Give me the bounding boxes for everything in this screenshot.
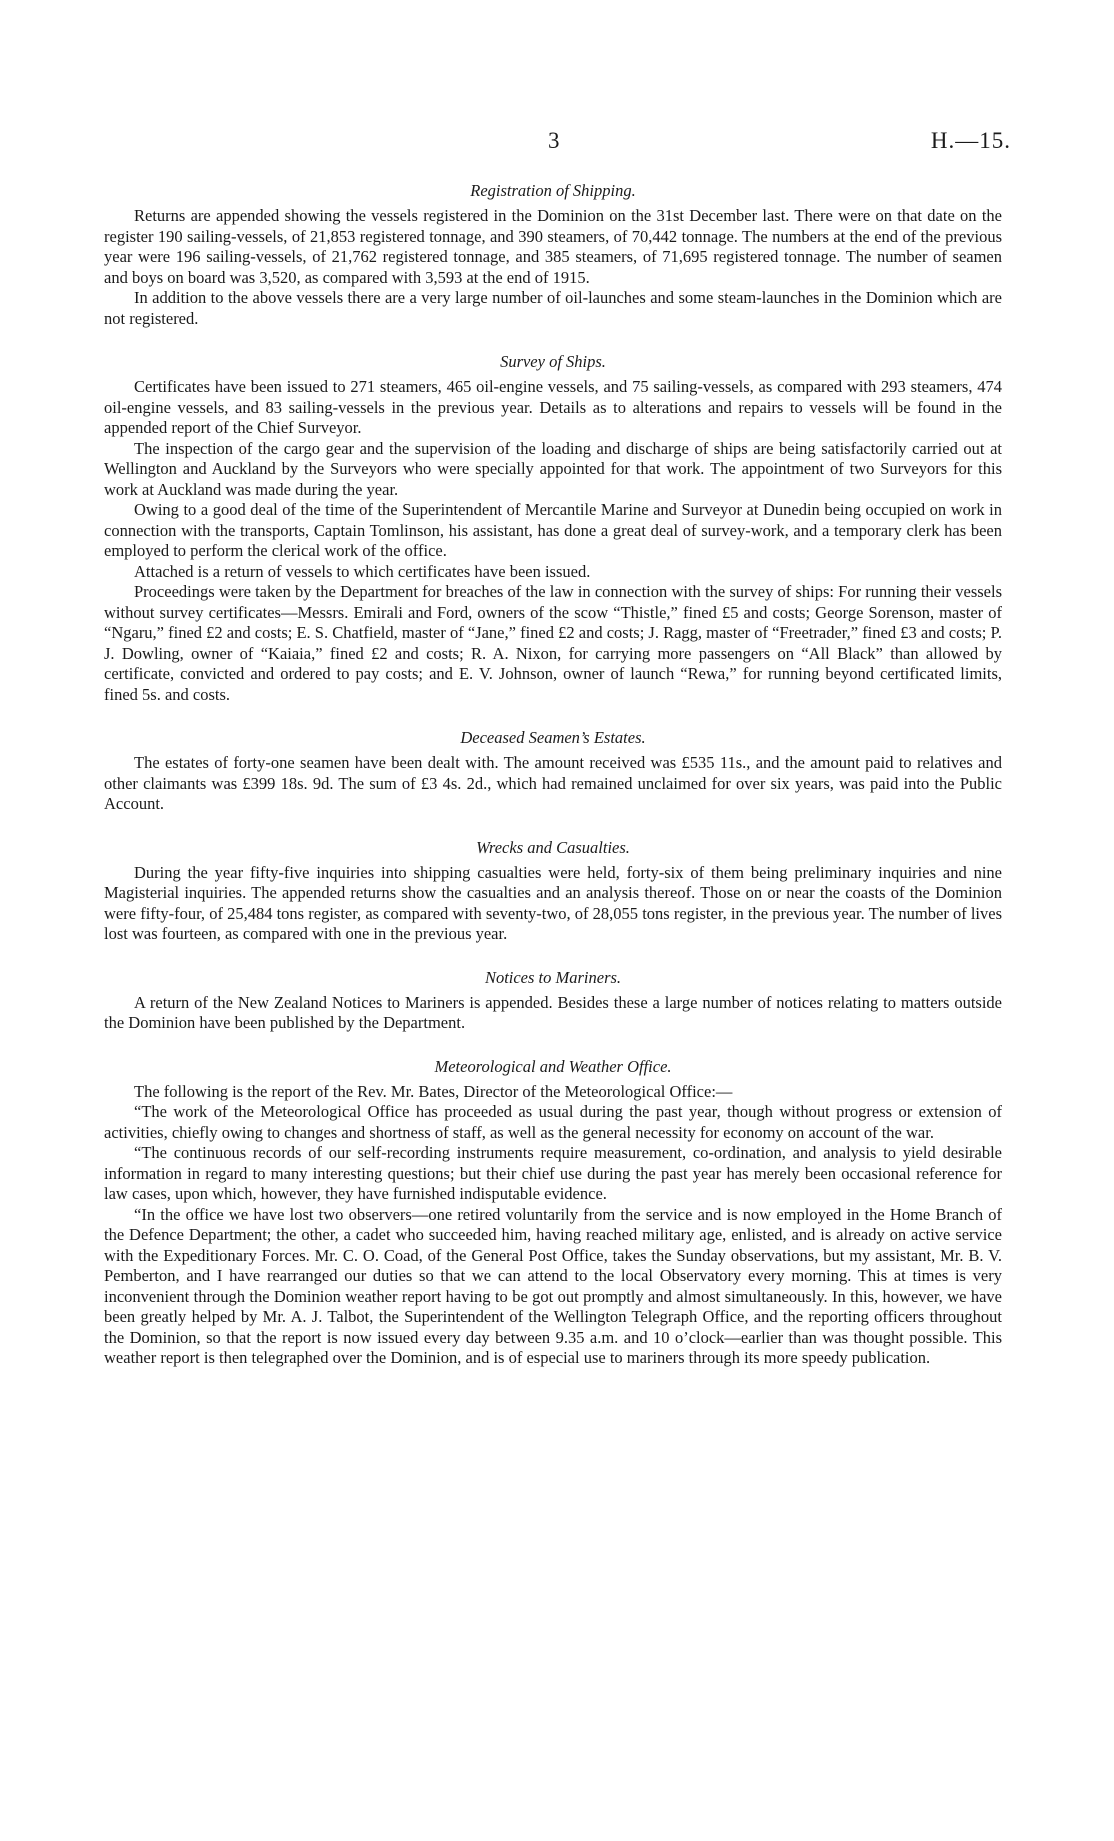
- paragraph: “The continuous records of our self-recording instruments require measurement, co-ordination, and analysis to yield desirable information in regard to many interesting questions; but their chief use during the past year has merely been occasional reference for law cases, upon which, however, they have furnished indisputable evidence.: [104, 1143, 1002, 1203]
- page-header: [0, 128, 1114, 162]
- paragraph: “In the office we have lost two observers—one retired voluntarily from the service and is now employed in the Home Branch of the Defence Department; the other, a cadet who succeeded him, having reached military age, enlisted, and is already on active service with the Expeditionary Forces. Mr. C. O. Coad, of the General Post Office, takes the Sunday observations, but my assistant, Mr. B. V. Pemberton, and I have rearranged our duties so that we can attend to the local Observatory every morning. This at times is very inconvenient through the Dominion weather report having to be got out promptly and almost simultaneously. In this, however, we have been greatly helped by Mr. A. J. Talbot, the Superintendent of the Wellington Telegraph Office, and the reporting officers throughout the Dominion, so that the report is now issued every day between 9.35 a.m. and 10 o’clock—earlier than was thought possible. This weather report is then telegraphed over the Dominion, and is of especial use to mariners through its more speedy publication.: [104, 1204, 1002, 1367]
- section-deceased-seamens-estates: [104, 727, 1002, 815]
- document-body: [104, 180, 1002, 1391]
- section-heading: Wrecks and Casualties.: [476, 837, 630, 857]
- section-wrecks-and-casualties: [104, 837, 1002, 945]
- paragraph: “The work of the Meteorological Office has proceeded as usual during the past year, though without progress or extension of activities, chiefly owing to changes and shortness of staff, as well as the general necessity for economy on account of the war.: [104, 1102, 1002, 1142]
- section-heading: Meteorological and Weather Office.: [434, 1056, 672, 1076]
- section-heading: Registration of Shipping.: [470, 181, 636, 200]
- paragraph: The estates of forty-one seamen have been dealt with. The amount received was £535 11s., and the amount paid to relatives and other claimants was £399 18s. 9d. The sum of £3 4s. 2d., which had remained unclaimed for over six years, was paid into the Public Account.: [104, 753, 1002, 813]
- paragraph: Owing to a good deal of the time of the Superintendent of Mercantile Marine and Surveyor at Dunedin being occupied on work in connection with the transports, Captain Tomlinson, his assistant, has done a great deal of survey-work, and a temporary clerk has been employed to perform the clerical work of the office.: [104, 500, 1002, 560]
- paragraph: During the year fifty-five inquiries into shipping casualties were held, forty-six of them being preliminary inquiries and nine Magisterial inquiries. The appended returns show the casualties and an analysis thereof. Those on or near the coasts of the Dominion were fifty-four, of 25,484 tons register, as compared with seventy-two, of 28,055 tons register, in the previous year. The number of lives lost was fourteen, as compared with one in the previous year.: [104, 862, 1002, 943]
- paragraph: A return of the New Zealand Notices to Mariners is appended. Besides these a large number of notices relating to matters outside the Dominion have been published by the Department.: [104, 992, 1002, 1032]
- section-heading: Deceased Seamen’s Estates.: [460, 728, 646, 747]
- paragraph: Proceedings were taken by the Department for breaches of the law in connection with the survey of ships: For running their vessels without survey certificates—Messrs. Emirali and Ford, owners of the scow “Thistle,” fined £5 and costs; George Sorenson, master of “Ngaru,” fined £2 and costs; E. S. Chatfield, master of “Jane,” fined £2 and costs; J. Ragg, master of “Freetrader,” fined £3 and costs; P. J. Dowling, owner of “Kaiaia,” fined £2 and costs; R. A. Nixon, for carrying more passengers on “All Black” than allowed by certificate, convicted and ordered to pay costs; and E. V. Johnson, owner of launch “Rewa,” for running beyond certificated limits, fined 5s. and costs.: [104, 582, 1002, 704]
- section-survey-of-ships: [104, 351, 1002, 705]
- paragraph: Attached is a return of vessels to which certificates have been issued.: [134, 561, 591, 581]
- paragraph: The following is the report of the Rev. Mr. Bates, Director of the Meteorological Office:—: [134, 1081, 733, 1101]
- paragraph: Certificates have been issued to 271 steamers, 465 oil-engine vessels, and 75 sailing-vessels, as compared with 293 steamers, 474 oil-engine vessels, and 83 sailing-vessels in the previous year. Details as to alterations and repairs to vessels will be found in the appended report of the Chief Surveyor.: [104, 377, 1002, 437]
- section-notices-to-mariners: [104, 967, 1002, 1034]
- section-heading: Survey of Ships.: [500, 352, 606, 371]
- page-number: 3: [548, 128, 560, 153]
- paragraph: The inspection of the cargo gear and the supervision of the loading and discharge of ships are being satisfactorily carried out at Wellington and Auckland by the Surveyors who were specially appointed for that work. The appointment of two Surveyors for this work at Auckland was made during the year.: [104, 438, 1002, 499]
- section-heading: Notices to Mariners.: [484, 967, 622, 987]
- paragraph: Returns are appended showing the vessels registered in the Dominion on the 31st December last. There were on that date on the register 190 sailing-vessels, of 21,853 registered tonnage, and 390 steamers, of 70,442 tonnage. The numbers at the end of the previous year were 196 sailing-vessels, of 21,762 registered tonnage, and 385 steamers, of 71,695 registered tonnage. The number of seamen and boys on board was 3,520, as compared with 3,593 at the end of 1915.: [104, 206, 1002, 287]
- document-reference: H.—15.: [930, 128, 1011, 153]
- paragraph: In addition to the above vessels there are a very large number of oil-launches and some steam-launches in the Dominion which are not registered.: [104, 288, 1002, 328]
- section-registration-of-shipping: [104, 180, 1002, 329]
- section-meteorological-and-weather-office: [104, 1056, 1002, 1369]
